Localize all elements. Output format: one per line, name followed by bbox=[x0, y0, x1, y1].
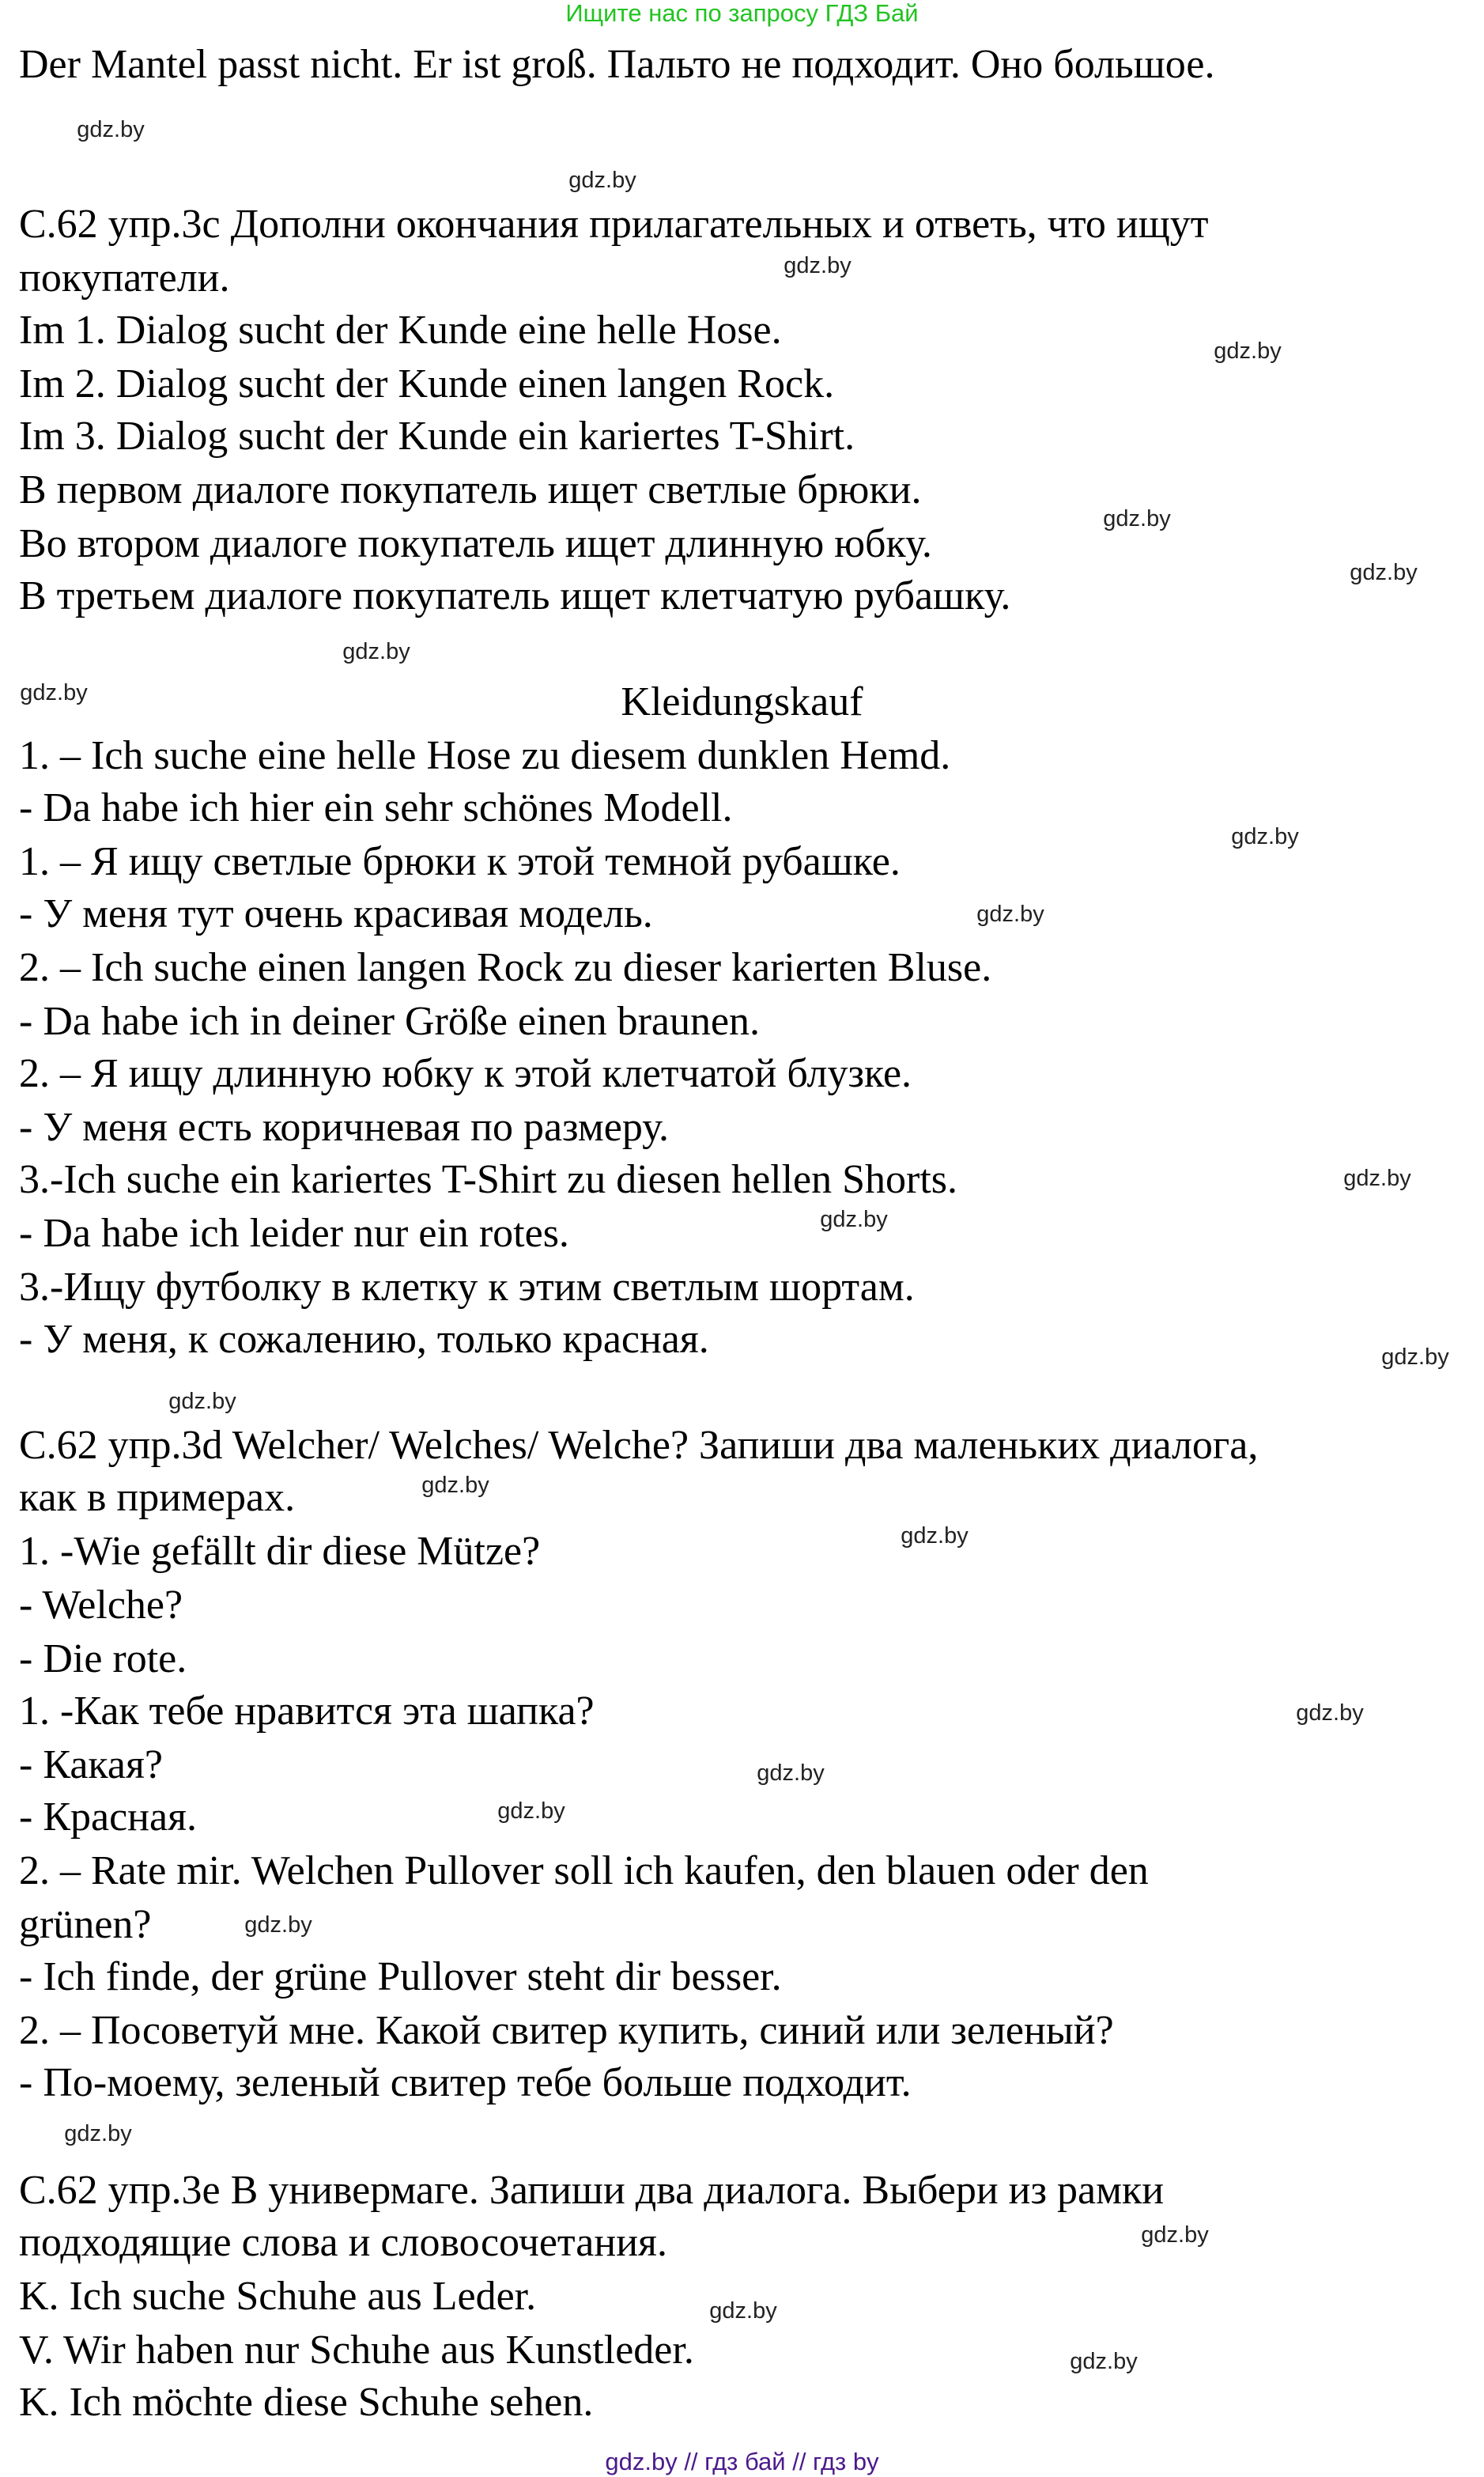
text-line: - У меня, к сожалению, только красная. bbox=[19, 1317, 709, 1362]
watermark: gdz.by bbox=[901, 1523, 969, 1549]
text-line: 3.-Ich suche ein kariertes T-Shirt zu diesen hellen Shorts. bbox=[19, 1157, 958, 1202]
text-line: - У меня тут очень красивая модель. bbox=[19, 891, 653, 936]
text-line: как в примерах. bbox=[19, 1475, 296, 1520]
watermark: gdz.by bbox=[709, 2298, 777, 2324]
text-line: - Die rote. bbox=[19, 1636, 187, 1681]
text-line: В третьем диалоге покупатель ищет клетчатую рубашку. bbox=[19, 573, 1011, 618]
text-line: В первом диалоге покупатель ищет светлые брюки. bbox=[19, 467, 922, 512]
footer-banner: gdz.by // гдз бай // гдз by bbox=[605, 2448, 879, 2475]
text-line: Im 2. Dialog sucht der Kunde einen langen Rock. bbox=[19, 361, 835, 407]
watermark: gdz.by bbox=[168, 1389, 236, 1414]
text-line: С.62 упр.3d Welcher/ Welches/ Welche? Запиши два маленьких диалога, bbox=[19, 1423, 1259, 1468]
text-line: - Красная. bbox=[19, 1794, 197, 1840]
text-line: 2. – Посоветуй мне. Какой свитер купить, синий или зеленый? bbox=[19, 2008, 1114, 2053]
watermark: gdz.by bbox=[1296, 1700, 1364, 1726]
text-line: 3.-Ищу футболку в клетку к этим светлым шортам. bbox=[19, 1265, 915, 1310]
watermark: gdz.by bbox=[1070, 2349, 1138, 2374]
text-line: - Ich finde, der grüne Pullover steht dir besser. bbox=[19, 1954, 782, 1999]
text-line: Im 3. Dialog sucht der Kunde ein kariertes T-Shirt. bbox=[19, 414, 855, 459]
watermark: gdz.by bbox=[1381, 1344, 1449, 1370]
text-line: - Какая? bbox=[19, 1742, 163, 1787]
text-line: - Da habe ich in deiner Größe einen braunen. bbox=[19, 999, 761, 1044]
text-line: С.62 упр.3с Дополни окончания прилагательных и ответь, что ищут bbox=[19, 202, 1209, 247]
watermark: gdz.by bbox=[421, 1473, 489, 1498]
text-line: K. Ich möchte diese Schuhe sehen. bbox=[19, 2380, 594, 2425]
text-line: 1. -Wie gefällt dir diese Mütze? bbox=[19, 1529, 541, 1574]
text-line: - Welche? bbox=[19, 1583, 183, 1628]
text-line: 1. – Ich suche eine helle Hose zu diesem dunklen Hemd. bbox=[19, 733, 951, 778]
watermark: gdz.by bbox=[1214, 338, 1282, 364]
header-banner: Ищите нас по запросу ГДЗ Бай bbox=[565, 0, 919, 27]
text-line: Der Mantel passt nicht. Er ist groß. Пальто не подходит. Оно большое. bbox=[19, 42, 1215, 87]
text-line: - У меня есть коричневая по размеру. bbox=[19, 1105, 669, 1150]
text-line: - Da habe ich hier ein sehr schönes Modell. bbox=[19, 785, 733, 830]
text-line: 2. – Я ищу длинную юбку к этой клетчатой блузке. bbox=[19, 1051, 912, 1096]
watermark: gdz.by bbox=[1103, 506, 1171, 531]
watermark: gdz.by bbox=[820, 1207, 888, 1232]
text-line: V. Wir haben nur Schuhe aus Kunstleder. bbox=[19, 2328, 694, 2373]
text-line: 2. – Rate mir. Welchen Pullover soll ich kaufen, den blauen oder den bbox=[19, 1848, 1149, 1893]
text-line: grünen? bbox=[19, 1902, 152, 1947]
watermark: gdz.by bbox=[244, 1912, 312, 1938]
text-line: K. Ich suche Schuhe aus Leder. bbox=[19, 2274, 537, 2319]
text-line: Im 1. Dialog sucht der Kunde eine helle Hose. bbox=[19, 308, 782, 353]
text-line: 2. – Ich suche einen langen Rock zu dieser karierten Bluse. bbox=[19, 945, 992, 990]
watermark: gdz.by bbox=[976, 902, 1044, 927]
watermark: gdz.by bbox=[77, 117, 145, 142]
watermark: gdz.by bbox=[342, 639, 410, 664]
watermark: gdz.by bbox=[1350, 560, 1418, 585]
watermark: gdz.by bbox=[757, 1760, 825, 1786]
watermark: gdz.by bbox=[1141, 2222, 1209, 2248]
watermark: gdz.by bbox=[784, 253, 852, 278]
watermark: gdz.by bbox=[20, 680, 88, 705]
text-line: покупатели. bbox=[19, 255, 230, 301]
text-line: - Da habe ich leider nur ein rotes. bbox=[19, 1211, 569, 1256]
text-line: 1. – Я ищу светлые брюки к этой темной рубашке. bbox=[19, 839, 901, 884]
watermark: gdz.by bbox=[64, 2121, 132, 2146]
text-line: Во втором диалоге покупатель ищет длинную юбку. bbox=[19, 521, 932, 566]
text-line: 1. -Как тебе нравится эта шапка? bbox=[19, 1689, 595, 1734]
watermark: gdz.by bbox=[1231, 824, 1299, 849]
section-title: Kleidungskauf bbox=[621, 679, 863, 724]
text-line: - По-моему, зеленый свитер тебе больше подходит. bbox=[19, 2060, 912, 2105]
watermark: gdz.by bbox=[568, 168, 636, 193]
text-line: С.62 упр.3е В универмаге. Запиши два диалога. Выбери из рамки bbox=[19, 2168, 1165, 2213]
watermark: gdz.by bbox=[497, 1798, 565, 1824]
watermark: gdz.by bbox=[1343, 1166, 1411, 1191]
text-line: подходящие слова и словосочетания. bbox=[19, 2220, 667, 2265]
